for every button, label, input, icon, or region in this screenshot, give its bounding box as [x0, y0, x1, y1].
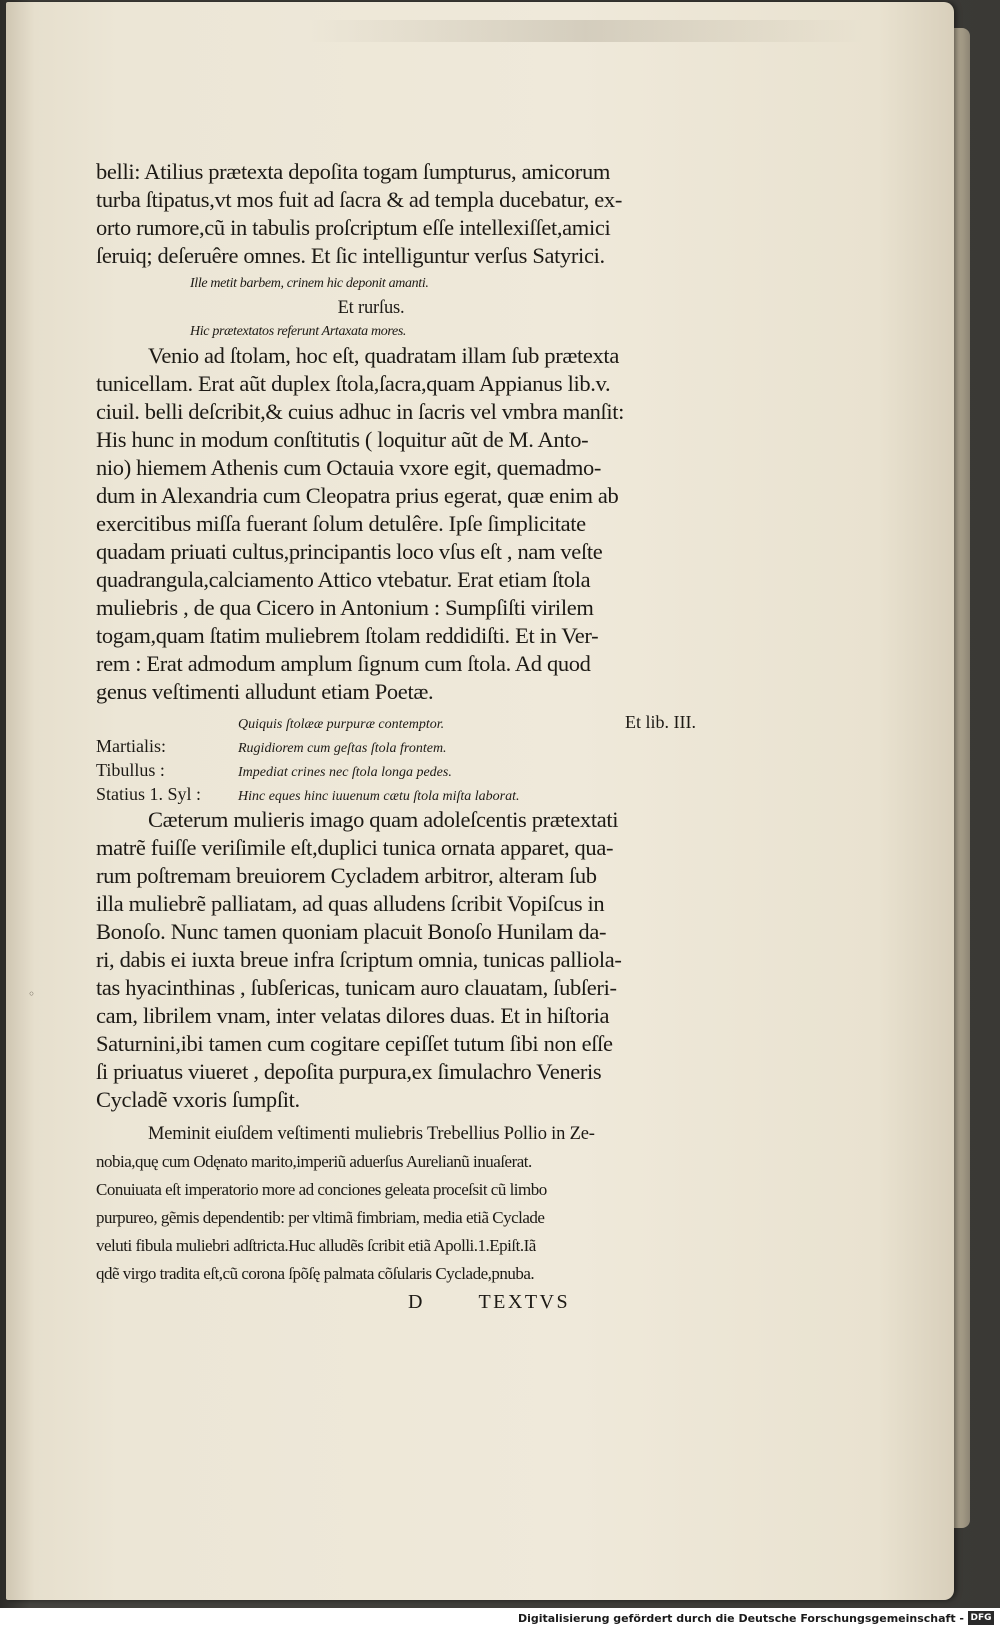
- text-line: orto rumore,cũ in tabulis proſcriptum eſſe intellexiſſet,amici: [96, 215, 611, 240]
- paragraph-line: Bonoſo. Nunc tamen quoniam placuit Bonoſo Hunilam da-: [96, 919, 607, 944]
- paragraph-line: Venio ad ſtolam, hoc eſt, quadratam illam ſub prætexta: [148, 343, 619, 368]
- paragraph-line: dum in Alexandria cum Cleopatra prius egerat, quæ enim ab: [96, 483, 619, 508]
- paragraph-line: Cycladẽ vxoris ſumpſit.: [96, 1087, 300, 1112]
- quote-verse: Rugidiorem cum geſtas ſtola frontem.: [238, 741, 447, 756]
- paragraph-line: veluti fibula muliebri adſtricta.Huc alludẽs ſcribit etiã Apolli.1.Epiſt.Iã: [96, 1236, 536, 1255]
- quote-row: [96, 782, 696, 806]
- catchword: TEXTVS: [478, 1291, 571, 1313]
- paragraph-line: tunicellam. Erat aũt duplex ſtola,ſacra,quam Appianus lib.v.: [96, 371, 611, 396]
- paragraph-line: nio) hiemem Athenis cum Octauia vxore egit, quemadmo-: [96, 455, 602, 480]
- quote-row: [96, 758, 696, 782]
- quote-author: Statius 1. Syl :: [96, 784, 202, 804]
- bleed-through-header: [306, 20, 866, 42]
- paragraph-line: cam, librilem vnam, inter velatas dilores duas. Et in hiſtoria: [96, 1003, 610, 1028]
- quoted-verse: Hic prætextatos referunt Artaxata mores.: [190, 324, 407, 339]
- page-text: [96, 158, 696, 1316]
- quote-reference: Et lib. III.: [625, 712, 696, 732]
- quote-author: Martialis:: [96, 736, 166, 756]
- quote-row: [96, 734, 696, 758]
- paragraph-line: ri, dabis ei iuxta breue infra ſcriptum omnia, tunicas palliola-: [96, 947, 622, 972]
- paragraph-line: matrẽ fuiſſe veriſimile eſt,duplici tunica ornata apparet, qua-: [96, 835, 614, 860]
- text-line: turba ſtipatus,vt mos fuit ad ſacra & ad templa ducebatur, ex-: [96, 187, 622, 212]
- paragraph-line: Cæterum mulieris imago quam adoleſcentis prætextati: [148, 807, 619, 832]
- paragraph-line: rum poſtremam breuiorem Cycladem arbitror, alteram ſub: [96, 863, 597, 888]
- paragraph-line: qdẽ virgo tradita eſt,cũ corona ſpõſę palmata cõſularis Cyclade,pnuba.: [96, 1264, 535, 1283]
- paragraph-line: quadrangula,calciamento Attico vtebatur. Erat etiam ſtola: [96, 567, 591, 592]
- margin-mark: ◦: [28, 987, 36, 1001]
- paragraph-line: illa muliebrẽ palliatam, ad quas alludens ſcribit Vopiſcus in: [96, 891, 605, 916]
- dfg-logo: DFG: [968, 1611, 994, 1625]
- quote-verse: Impediat crines nec ſtola longa pedes.: [238, 765, 452, 780]
- paragraph-line: purpureo, gẽmis dependentib: per vltimã fimbriam, media etiã Cyclade: [96, 1208, 545, 1227]
- paragraph-line: genus veſtimenti alludunt etiam Poetæ.: [96, 679, 434, 704]
- text-line: ſeruiq; deſeruêre omnes. Et ſic intelliguntur verſus Satyrici.: [96, 243, 605, 268]
- paragraph-line: ciuil. belli deſcribit,& cuius adhuc in ſacris vel vmbra manſit:: [96, 399, 625, 424]
- quote-verse: Hinc eques hinc iuuenum cætu ſtola miſta laborat.: [238, 789, 520, 804]
- paragraph-line: ſi priuatus viueret , depoſita purpura,ex ſimulachro Veneris: [96, 1059, 602, 1084]
- quote-author: Tibullus :: [96, 760, 165, 780]
- paragraph-line: rem : Erat admodum amplum ſignum cum ſtola. Ad quod: [96, 651, 591, 676]
- paragraph-line: togam,quam ſtatim muliebrem ſtolam reddidiſti. Et in Ver-: [96, 623, 599, 648]
- quoted-verse: Ille metit barbem, crinem hic deponit amanti.: [190, 276, 429, 291]
- et-rursus: Et rurſus.: [337, 298, 405, 318]
- paragraph-line: Meminit eiuſdem veſtimenti muliebris Trebellius Pollio in Ze-: [148, 1124, 595, 1144]
- page-footer-line: [96, 1288, 696, 1316]
- paragraph-line: muliebris , de qua Cicero in Antonium : Sumpſiſti virilem: [96, 595, 594, 620]
- paragraph-line: His hunc in modum conſtitutis ( loquitur aũt de M. Anto-: [96, 427, 589, 452]
- paragraph-line: tas hyacinthinas , ſubſericas, tunicam auro clauatam, ſubſeri-: [96, 975, 617, 1000]
- quote-row: [96, 710, 696, 734]
- digitization-credit: Digitalisierung gefördert durch die Deutsche Forschungsgemeinschaft -: [517, 1612, 964, 1625]
- text-line: belli: Atilius prætexta depoſita togam ſumpturus, amicorum: [96, 159, 610, 184]
- paragraph-line: Conuiuata eſt imperatorio more ad conciones geleata proceſsit cũ limbo: [96, 1180, 547, 1199]
- paragraph-line: nobia,quę cum Odęnato marito,imperiũ aduerſus Aurelianũ inuaſerat.: [96, 1152, 532, 1171]
- signature-mark: D: [408, 1291, 423, 1313]
- paragraph-line: exercitibus miſſa fuerant ſolum detulêre. Ipſe ſimplicitate: [96, 511, 586, 536]
- quote-verse: Quiquis ſtolææ purpuræ contemptor.: [238, 717, 445, 732]
- paragraph-line: Saturnini,ibi tamen cum cogitare cepiſſet tutum ſibi non eſſe: [96, 1031, 613, 1056]
- paragraph-line: quadam priuati cultus,principantis loco vſus eſt , nam veſte: [96, 539, 603, 564]
